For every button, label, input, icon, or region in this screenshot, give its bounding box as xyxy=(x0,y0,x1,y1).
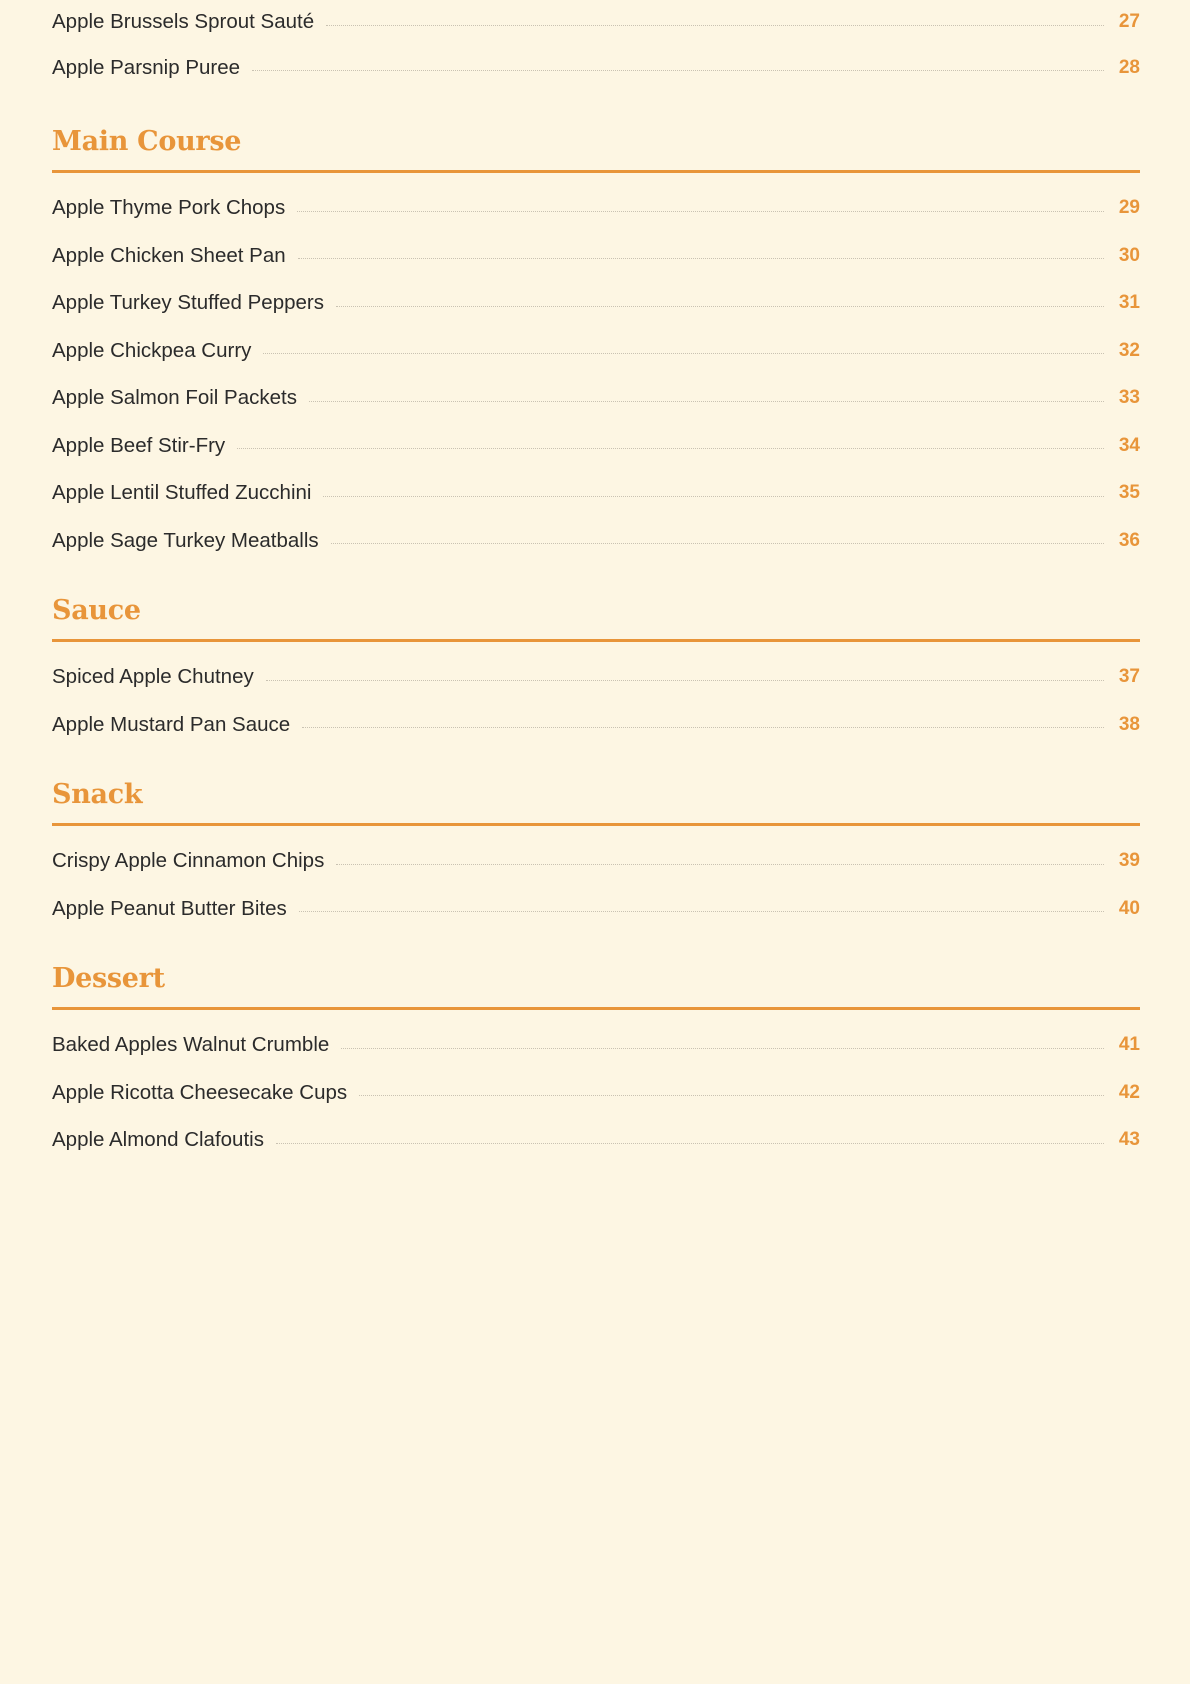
section-header xyxy=(52,125,1140,173)
toc-entry-page: 33 xyxy=(1118,387,1140,409)
toc-leader-dots xyxy=(299,911,1104,912)
toc-leader-dots xyxy=(341,1048,1104,1049)
section-header xyxy=(52,778,1140,826)
toc-entry-title: Apple Ricotta Cheesecake Cups xyxy=(52,1080,348,1104)
toc-leader-dots xyxy=(323,496,1104,497)
toc-entry-title: Apple Sage Turkey Meatballs xyxy=(52,528,319,552)
toc-entry-page: 31 xyxy=(1118,292,1140,314)
toc-leader-dots xyxy=(336,306,1104,307)
toc-entry[interactable] xyxy=(52,327,1140,375)
toc-entry-page: 28 xyxy=(1118,56,1140,78)
section-title: Snack xyxy=(52,778,143,810)
section-divider xyxy=(52,639,1140,642)
toc-entry-page: 43 xyxy=(1118,1129,1140,1151)
section-divider xyxy=(52,170,1140,173)
toc-leader-dots xyxy=(237,448,1104,449)
toc-entry[interactable] xyxy=(52,185,1140,233)
toc-entry-page: 42 xyxy=(1118,1081,1140,1103)
section-header xyxy=(52,962,1140,1010)
toc-leader-dots xyxy=(252,70,1104,71)
toc-entry-title: Apple Beef Stir-Fry xyxy=(52,433,226,457)
toc-entry[interactable] xyxy=(52,838,1140,886)
toc-entry-title: Apple Thyme Pork Chops xyxy=(52,196,286,220)
table-of-contents xyxy=(52,0,1140,1164)
toc-section-main-course xyxy=(52,125,1140,565)
toc-entry-title: Spiced Apple Chutney xyxy=(52,665,254,689)
toc-entry-page: 37 xyxy=(1118,666,1140,688)
toc-section-continued xyxy=(52,0,1140,92)
toc-leader-dots xyxy=(276,1143,1104,1144)
toc-entry[interactable] xyxy=(52,1022,1140,1070)
section-header xyxy=(52,594,1140,642)
toc-entry-page: 30 xyxy=(1118,244,1140,266)
toc-leader-dots xyxy=(266,680,1104,681)
toc-entry-title: Crispy Apple Cinnamon Chips xyxy=(52,849,325,873)
toc-entry-title: Apple Peanut Butter Bites xyxy=(52,896,287,920)
toc-leader-dots xyxy=(326,25,1104,26)
toc-entry-title: Apple Brussels Sprout Sauté xyxy=(52,10,315,33)
toc-section-snack xyxy=(52,778,1140,933)
toc-entry[interactable] xyxy=(52,654,1140,702)
toc-entry-title: Apple Mustard Pan Sauce xyxy=(52,712,291,736)
toc-entry[interactable] xyxy=(52,517,1140,565)
toc-entry-page: 34 xyxy=(1118,434,1140,456)
toc-entry-page: 35 xyxy=(1118,482,1140,504)
toc-entry-title: Apple Parsnip Puree xyxy=(52,55,241,79)
toc-entry[interactable] xyxy=(52,701,1140,749)
toc-entry-page: 29 xyxy=(1118,197,1140,219)
section-divider xyxy=(52,1007,1140,1010)
toc-leader-dots xyxy=(297,211,1104,212)
toc-entry[interactable] xyxy=(52,0,1140,44)
toc-entry[interactable] xyxy=(52,232,1140,280)
toc-entry-page: 36 xyxy=(1118,529,1140,551)
toc-leader-dots xyxy=(302,727,1104,728)
toc-entry-title: Apple Turkey Stuffed Peppers xyxy=(52,291,324,315)
toc-section-dessert xyxy=(52,962,1140,1165)
toc-entry[interactable] xyxy=(52,422,1140,470)
toc-entry-title: Apple Chickpea Curry xyxy=(52,338,252,362)
toc-entry[interactable] xyxy=(52,280,1140,328)
toc-section-sauce xyxy=(52,594,1140,749)
toc-entry-page: 40 xyxy=(1118,897,1140,919)
toc-leader-dots xyxy=(331,543,1104,544)
toc-entry-page: 38 xyxy=(1118,713,1140,735)
toc-leader-dots xyxy=(359,1095,1104,1096)
toc-leader-dots xyxy=(298,258,1104,259)
section-title: Dessert xyxy=(52,962,165,994)
toc-entry[interactable] xyxy=(52,1117,1140,1165)
toc-entry-page: 41 xyxy=(1118,1034,1140,1056)
toc-entry-title: Apple Almond Clafoutis xyxy=(52,1128,264,1152)
section-divider xyxy=(52,823,1140,826)
toc-entry[interactable] xyxy=(52,375,1140,423)
toc-entry-title: Apple Salmon Foil Packets xyxy=(52,386,297,410)
section-title: Sauce xyxy=(52,594,141,626)
toc-entry-page: 39 xyxy=(1118,850,1140,872)
toc-leader-dots xyxy=(263,353,1104,354)
toc-entry-page: 27 xyxy=(1118,11,1140,32)
toc-leader-dots xyxy=(336,864,1104,865)
toc-leader-dots xyxy=(309,401,1104,402)
toc-entry-title: Baked Apples Walnut Crumble xyxy=(52,1033,330,1057)
toc-entry-title: Apple Lentil Stuffed Zucchini xyxy=(52,481,312,505)
toc-entry-page: 32 xyxy=(1118,339,1140,361)
toc-entry[interactable] xyxy=(52,885,1140,933)
toc-entry[interactable] xyxy=(52,470,1140,518)
toc-entry[interactable] xyxy=(52,1069,1140,1117)
toc-entry[interactable] xyxy=(52,44,1140,92)
toc-entry-title: Apple Chicken Sheet Pan xyxy=(52,243,286,267)
section-title: Main Course xyxy=(52,125,242,157)
